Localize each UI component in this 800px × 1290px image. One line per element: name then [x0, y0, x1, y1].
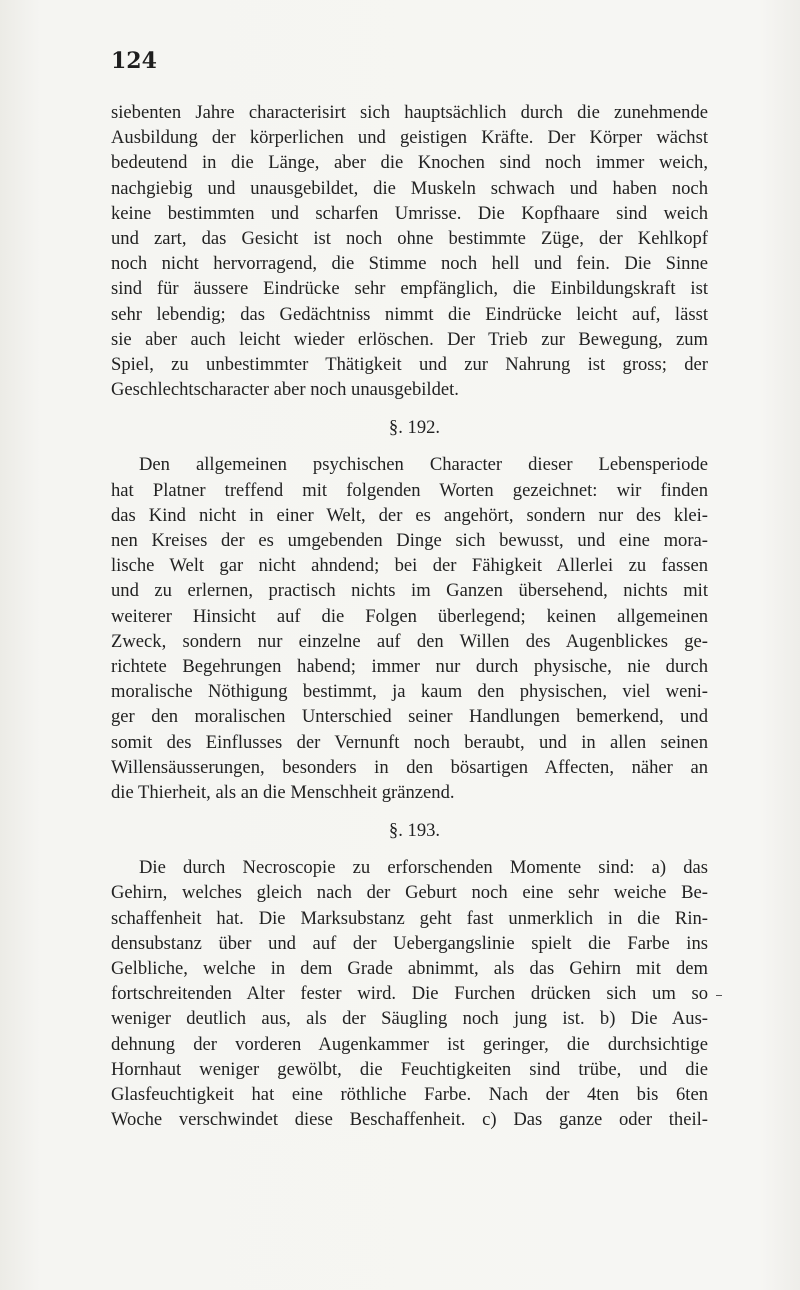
margin-mark: [716, 995, 722, 996]
text-line: Ausbildung der körperlichen und geistigen Kräfte. Der Körper wächst: [111, 127, 708, 149]
paragraph-3: [111, 855, 708, 1132]
text-line: sind für äussere Eindrücke sehr empfänglich, die Einbildungskraft ist: [111, 278, 708, 300]
text-line: densubstanz über und auf der Uebergangslinie spielt die Farbe ins: [111, 932, 708, 954]
body-text: [111, 100, 708, 1132]
text-line: richtete Begehrungen habend; immer nur durch physische, nie durch: [111, 655, 708, 677]
text-line: hat Platner treffend mit folgenden Worten gezeichnet: wir finden: [111, 479, 708, 501]
text-line: die Thierheit, als an die Menschheit gränzend.: [111, 781, 455, 803]
text-line: und zu erlernen, practisch nichts im Ganzen übersehend, nichts mit: [111, 580, 708, 602]
page-number: 124: [111, 48, 157, 74]
section-heading-192: §. 192.: [388, 417, 441, 439]
text-line: ger den moralischen Unterschied seiner Handlungen bemerkend, und: [111, 706, 708, 728]
text-line: Den allgemeinen psychischen Character dieser Lebensperiode: [139, 454, 708, 476]
paragraph-2: [111, 452, 708, 805]
text-line: Zweck, sondern nur einzelne auf den Willen des Augenblickes ge-: [111, 630, 708, 652]
text-line: Geschlechtscharacter aber noch unausgebildet.: [111, 379, 459, 401]
paragraph-1: [111, 100, 708, 402]
text-line: siebenten Jahre characterisirt sich hauptsächlich durch die zunehmende: [111, 102, 708, 123]
text-line: lische Welt gar nicht ahndend; bei der Fähigkeit Allerlei zu fassen: [111, 555, 708, 577]
text-line: Gelbliche, welche in dem Grade abnimmt, als das Gehirn mit dem: [111, 958, 708, 979]
text-line: weiterer Hinsicht auf die Folgen überlegend; keinen allgemeinen: [111, 605, 708, 627]
text-line: Die durch Necroscopie zu erforschenden Momente sind: a) das: [139, 857, 708, 879]
text-line: weniger deutlich aus, als der Säugling noch jung ist. b) Die Aus-: [111, 1008, 708, 1030]
text-line: Woche verschwindet diese Beschaffenheit. c) Das ganze oder theil-: [111, 1109, 708, 1131]
text-line: Spiel, zu unbestimmter Thätigkeit und zur Nahrung ist gross; der: [111, 353, 708, 375]
text-line: moralische Nöthigung bestimmt, ja kaum den physischen, viel weni-: [111, 681, 708, 703]
text-line: nen Kreises der es umgebenden Dinge sich bewusst, und eine mora-: [111, 530, 708, 551]
text-line: das Kind nicht in einer Welt, der es angehört, sondern nur des klei-: [111, 504, 708, 526]
text-line: und zart, das Gesicht ist noch ohne bestimmte Züge, der Kehlkopf: [111, 227, 708, 249]
text-line: fortschreitenden Alter fester wird. Die Furchen drücken sich um so: [111, 983, 708, 1005]
text-line: Willensäusserungen, besonders in den bösartigen Affecten, näher an: [111, 756, 708, 778]
text-line: Hornhaut weniger gewölbt, die Feuchtigkeiten sind trübe, und die: [111, 1058, 708, 1080]
text-line: schaffenheit hat. Die Marksubstanz geht fast unmerklich in die Rin-: [111, 907, 708, 929]
text-line: sehr lebendig; das Gedächtniss nimmt die Eindrücke leicht auf, lässt: [111, 303, 708, 325]
text-line: sie aber auch leicht wieder erlöschen. Der Trieb zur Bewegung, zum: [111, 328, 708, 350]
text-line: keine bestimmten und scharfen Umrisse. Die Kopfhaare sind weich: [111, 202, 708, 224]
text-line: Gehirn, welches gleich nach der Geburt noch eine sehr weiche Be-: [111, 882, 708, 904]
text-line: dehnung der vorderen Augenkammer ist geringer, die durchsichtige: [111, 1033, 708, 1055]
text-line: somit des Einflusses der Vernunft noch beraubt, und in allen seinen: [111, 731, 708, 753]
section-heading-193: §. 193.: [388, 820, 441, 842]
text-line: noch nicht hervorragend, die Stimme noch hell und fein. Die Sinne: [111, 253, 708, 275]
text-line: nachgiebig und unausgebildet, die Muskeln schwach und haben noch: [111, 177, 708, 199]
text-line: Glasfeuchtigkeit hat eine röthliche Farbe. Nach der 4ten bis 6ten: [111, 1083, 708, 1105]
text-line: bedeutend in die Länge, aber die Knochen sind noch immer weich,: [111, 152, 708, 174]
